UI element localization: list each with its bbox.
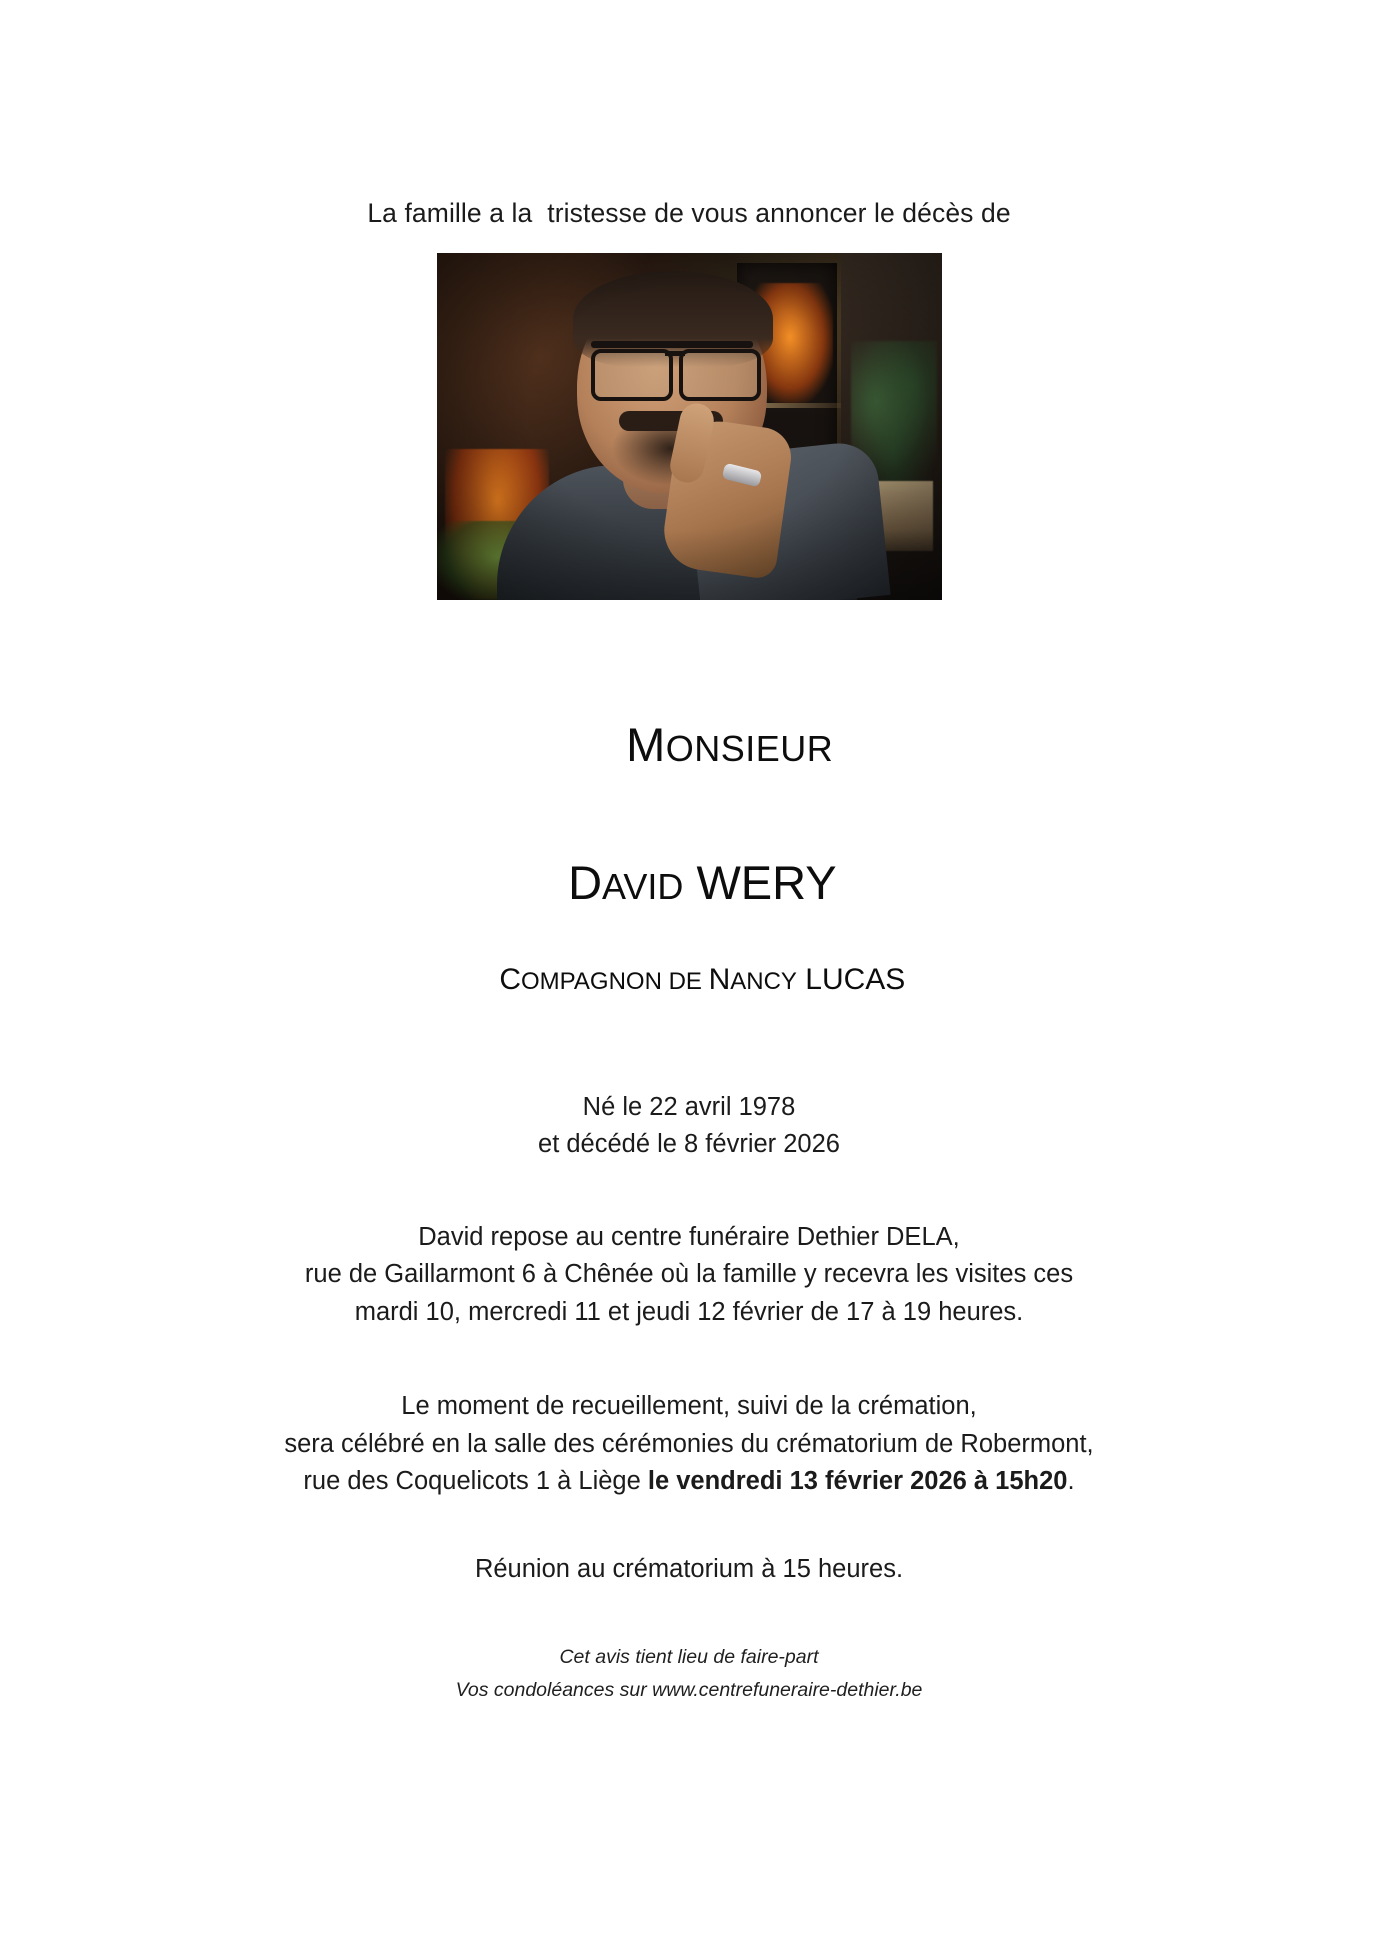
ceremony-datetime: le vendredi 13 février 2026 à 15h20: [647, 1467, 1068, 1496]
first-name-rest: AVID: [602, 866, 684, 908]
partner-prefix-initial: C: [499, 963, 521, 997]
repose-line-1: David repose au centre funéraire Dethier DELA,: [418, 1222, 960, 1251]
intro-text: La famille a la tristesse de vous annoncer le décès de: [367, 198, 1011, 228]
name-space: [683, 856, 696, 909]
ceremony-line-3: [284, 1463, 1093, 1501]
partner-first-initial: N: [708, 963, 731, 997]
portrait-photo: [437, 253, 942, 600]
dates-block: [538, 1089, 840, 1163]
title-monsieur-rest: ONSIEUR: [665, 728, 834, 770]
reunion-line: Réunion au crématorium à 15 heures.: [474, 1555, 904, 1584]
deceased-name: [473, 836, 906, 929]
reunion-paragraph: [475, 1551, 903, 1589]
partner-line: [473, 944, 906, 1017]
partner-prefix-rest: OMPAGNON DE: [521, 968, 709, 996]
ceremony-paragraph: [284, 1388, 1093, 1501]
repose-line-3: mardi 10, mercredi 11 et jeudi 12 février de 17 à 19 heures.: [354, 1298, 1024, 1327]
death-line: et décédé le 8 février 2026: [538, 1129, 840, 1158]
repose-paragraph: [305, 1219, 1073, 1332]
ceremony-period: .: [1067, 1467, 1075, 1496]
ceremony-line-1: Le moment de recueillement, suivi de la crémation,: [401, 1391, 977, 1420]
name-block: [473, 662, 906, 1017]
ceremony-place: rue des Coquelicots 1 à Liège: [303, 1467, 648, 1496]
partner-first-rest: ANCY: [730, 968, 797, 996]
photo-vignette: [437, 253, 942, 600]
title-monsieur: [473, 662, 906, 828]
footnotes: [456, 1641, 923, 1707]
last-name: WERY: [696, 856, 837, 910]
ceremony-line-2: sera célébré en la salle des cérémonies du crématorium de Robermont,: [284, 1429, 1094, 1458]
first-name-initial: D: [568, 856, 603, 910]
partner-last-name: LUCAS: [805, 963, 906, 997]
title-monsieur-initial: M: [626, 718, 666, 772]
birth-line: Né le 22 avril 1978: [582, 1092, 796, 1121]
footnote-faire-part: Cet avis tient lieu de faire-part: [559, 1645, 819, 1668]
footnote-condolences: Vos condoléances sur www.centrefuneraire-dethier.be: [455, 1678, 923, 1701]
repose-line-2: rue de Gaillarmont 6 à Chênée où la famille y recevra les visites ces: [304, 1260, 1074, 1289]
